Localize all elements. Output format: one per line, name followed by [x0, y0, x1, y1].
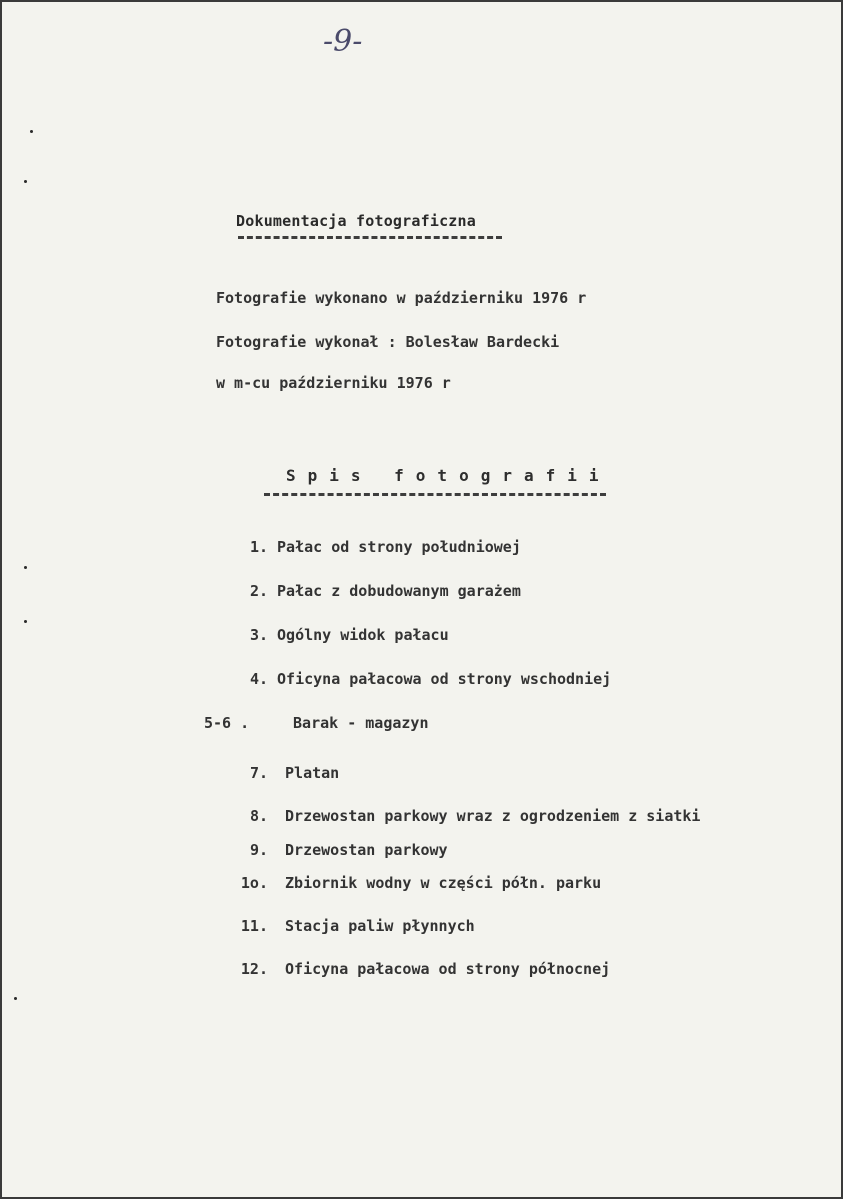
item-text: Stacja paliw płynnych	[285, 917, 475, 935]
item-text: Pałac z dobudowanym garażem	[277, 582, 521, 600]
item-number: 3.	[249, 626, 268, 644]
scan-speck	[24, 180, 27, 183]
item-number: 1.	[249, 538, 268, 556]
item-number: 11.	[240, 917, 268, 935]
item-number: 9.	[249, 841, 268, 859]
item-text: Zbiornik wodny w części półn. parku	[285, 874, 602, 892]
list-item	[226, 807, 700, 825]
scan-speck	[24, 620, 27, 623]
item-text: Oficyna pałacowa od strony północnej	[285, 960, 611, 978]
list-item	[226, 917, 475, 935]
list-item	[204, 714, 429, 732]
scan-speck	[30, 130, 33, 133]
list-item	[226, 764, 339, 782]
item-number: 8.	[249, 807, 268, 825]
info-line-date: Fotografie wykonano w październiku 1976 r	[216, 289, 587, 307]
item-number: 2.	[249, 582, 268, 600]
item-text: Oficyna pałacowa od strony wschodniej	[277, 670, 612, 688]
item-number: 1o.	[240, 874, 268, 892]
list-title-underline	[264, 493, 606, 496]
list-item	[226, 874, 601, 892]
item-text: Pałac od strony południowej	[277, 538, 521, 556]
page-number: -9-	[323, 24, 363, 59]
list-item	[226, 670, 611, 688]
item-number: 7.	[249, 764, 268, 782]
item-text: Ogólny widok pałacu	[277, 626, 449, 644]
list-item	[226, 960, 610, 978]
item-number: 12.	[240, 960, 268, 978]
document-heading: Dokumentacja fotograficzna	[236, 212, 476, 230]
list-item	[226, 538, 521, 556]
heading-underline	[238, 236, 502, 239]
scan-speck	[14, 997, 17, 1000]
list-title: Spis fotografii	[286, 466, 611, 485]
list-item	[226, 582, 521, 600]
item-text: Barak - magazyn	[293, 714, 429, 732]
scan-speck	[24, 566, 27, 569]
info-line-author: Fotografie wykonał : Bolesław Bardecki	[216, 333, 560, 351]
list-item	[226, 626, 449, 644]
item-text: Drzewostan parkowy wraz z ogrodzeniem z siatki	[285, 807, 701, 825]
item-text: Drzewostan parkowy	[285, 841, 448, 859]
list-item	[226, 841, 448, 859]
item-text: Platan	[285, 764, 340, 782]
info-line-month: w m-cu październiku 1976 r	[216, 374, 451, 392]
item-number: 5-6 .	[204, 714, 250, 732]
item-number: 4.	[249, 670, 268, 688]
